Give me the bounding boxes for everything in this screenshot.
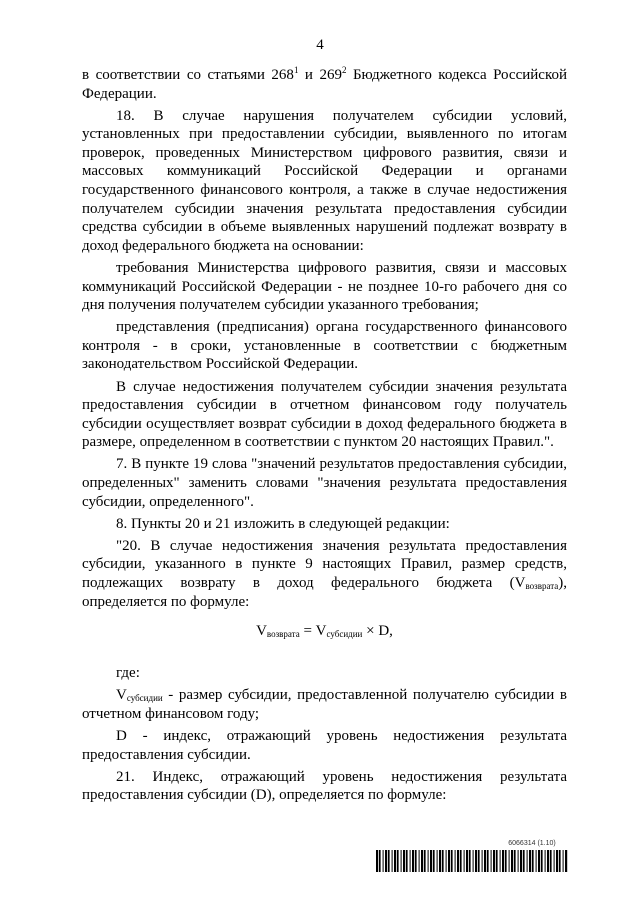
barcode-bar [523, 850, 525, 872]
barcode-bar [446, 850, 447, 872]
barcode-bar [500, 850, 501, 872]
text-fragment: и 269 [298, 67, 342, 83]
formula-var: = V [299, 623, 327, 640]
barcode-bar [412, 850, 414, 872]
barcode-bar [527, 850, 528, 872]
barcode-bar [388, 850, 390, 872]
subscript: субсидии [126, 693, 163, 704]
barcode-bar [487, 850, 489, 872]
formula-return-amount [82, 622, 567, 640]
subscript: возврата [525, 580, 559, 591]
barcode-bar [457, 850, 459, 872]
barcode-bar [547, 850, 549, 872]
barcode-bar [491, 850, 492, 872]
barcode-bar [511, 850, 513, 872]
paragraph-item-7: 7. В пункте 19 слова "значений результатов предоставления субсидии, определенных" заменить словами "значения результата предоставления субсидии, определенного". [82, 456, 567, 510]
paragraph-item-20 [82, 537, 567, 611]
formula-var: V [256, 623, 267, 640]
barcode-bar [466, 850, 468, 872]
formula-var: × D, [362, 623, 393, 640]
barcode-bar [556, 850, 558, 872]
barcode-bar [392, 850, 393, 872]
barcode-bar [424, 850, 426, 872]
barcode-bar [469, 850, 471, 872]
barcode-bar [442, 850, 444, 872]
barcode-bar [520, 850, 522, 872]
barcode-bar [460, 850, 462, 872]
barcode-bar [545, 850, 546, 872]
barcode-bar [563, 850, 564, 872]
paragraph-def-d: D - индекс, отражающий уровень недостижения результата предоставления субсидии. [82, 727, 567, 763]
barcode-bar [565, 850, 567, 872]
paragraph-nonachievement-return: В случае недостижения получателем субсидии значения результата предоставления субсидии в отчетном финансовом году получатель субсидии осуществляет возврат субсидии в доход федерального бюджета в размере, определенном в соответствии с пунктом 20 настоящих Правил.". [82, 378, 567, 451]
barcode-bar [439, 850, 441, 872]
barcode-bar [482, 850, 483, 872]
superscript: 2 [341, 65, 347, 75]
barcode-bar [451, 850, 453, 872]
barcode-bar [437, 850, 438, 872]
paragraph-where: где: [116, 665, 140, 682]
barcode-bar [478, 850, 480, 872]
barcode-bar [394, 850, 396, 872]
barcode-bar [430, 850, 432, 872]
paragraph-def-vsubsidy [82, 686, 567, 723]
paragraph-item-8: 8. Пункты 20 и 21 изложить в следующей редакции: [116, 515, 450, 532]
text-fragment: в соответствии со статьями 268 [82, 67, 294, 83]
barcode-bar [541, 850, 543, 872]
barcode-bar [484, 850, 486, 872]
barcode-bar [415, 850, 417, 872]
barcode-bar [554, 850, 555, 872]
barcode-bar [403, 850, 405, 872]
barcode-bar [376, 850, 378, 872]
barcode-bar [433, 850, 435, 872]
barcode-bar [559, 850, 561, 872]
subscript: возврата [266, 629, 300, 640]
barcode-bar [401, 850, 402, 872]
barcode-bar [385, 850, 387, 872]
page-number: 4 [316, 37, 324, 53]
barcode-bar [496, 850, 498, 872]
paragraph-control-order: представления (предписания) органа государственного финансового контроля - в сроки, установленные в соответствии с бюджетным законодательством Российской Федерации. [82, 319, 567, 373]
barcode-bar [464, 850, 465, 872]
barcode-image [376, 850, 568, 872]
barcode-bar [514, 850, 516, 872]
barcode-bar [448, 850, 450, 872]
barcode-bar [518, 850, 519, 872]
barcode-bar [493, 850, 495, 872]
text-fragment: Бюджетного кодекса Российской Федерации. [82, 67, 568, 102]
barcode-bar [532, 850, 534, 872]
text-fragment: ), определяется по формуле: [82, 574, 567, 610]
text-fragment: - размер субсидии, предоставленной получателю субсидии в отчетном финансовом году; [82, 687, 567, 722]
barcode-bar [529, 850, 531, 872]
barcode-bar [455, 850, 456, 872]
barcode-bar [505, 850, 507, 872]
subscript: субсидии [326, 629, 363, 640]
barcode-bar [536, 850, 537, 872]
paragraph-ministry-requirement: требования Министерства цифрового развития, связи и массовых коммуникаций Российской Федерации - не позднее 10-го рабочего дня со дня получения получателем субсидии указанного требования; [82, 259, 567, 314]
superscript: 1 [293, 65, 299, 75]
barcode-bar [538, 850, 540, 872]
barcode-bar [406, 850, 408, 872]
barcode-bar [421, 850, 423, 872]
paragraph-budget-code-ref [82, 66, 567, 103]
barcode-bar [475, 850, 477, 872]
formula-var: V [116, 687, 127, 704]
barcode-bar [502, 850, 504, 872]
barcode-bar [379, 850, 381, 872]
document-code: 6066314 (1.10) [508, 840, 556, 847]
paragraph-item-18: 18. В случае нарушения получателем субсидии условий, установленных при предоставлении субсидии, выявленного по итогам проверок, проведенных Министерством цифрового развития, связи и массовых коммуникаций Российской Федерации и органами государственного финансового контроля, а также в случае недостижения получателем субсидии значения результата предоставления субсидии средства субсидии в объеме выявленных нарушений подлежат возврату в доход федерального бюджета на основании: [82, 107, 567, 254]
document-body [82, 66, 567, 808]
text-fragment: "20. В случае недостижения значения результата предоставления субсидии, указанного в пункте 9 настоящих Правил, размер средств, подлежащих возврату в доход федерального бюджета (V [82, 537, 567, 591]
barcode-bar [428, 850, 429, 872]
barcode-bar [550, 850, 552, 872]
barcode-bar [410, 850, 411, 872]
barcode-bar [419, 850, 420, 872]
barcode-bar [509, 850, 510, 872]
paragraph-item-21: 21. Индекс, отражающий уровень недостижения результата предоставления субсидии (D), определяется по формуле: [82, 768, 567, 804]
barcode-bar [397, 850, 399, 872]
barcode-bar [383, 850, 384, 872]
barcode-bar [473, 850, 474, 872]
